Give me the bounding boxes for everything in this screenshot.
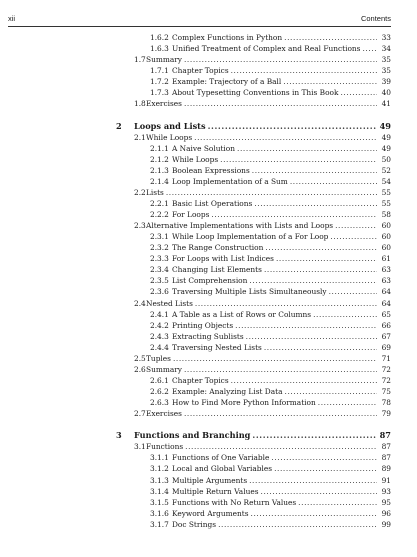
dot-leader — [231, 65, 377, 76]
dot-leader — [251, 508, 377, 519]
entry-title: Unified Treatment of Complex and Real Functions — [172, 44, 361, 54]
entry-number: 1.7.2 — [150, 77, 169, 87]
entry-title: Chapter Topics — [172, 66, 229, 76]
toc-entry[interactable] — [0, 309, 417, 320]
toc-entry[interactable] — [0, 165, 417, 176]
entry-title: A Table as a List of Rows or Columns — [172, 309, 312, 319]
entry-title: Keyword Arguments — [172, 508, 249, 518]
dot-leader — [330, 231, 377, 242]
entry-number: 2.1.4 — [150, 176, 169, 186]
entry-number: 1.8 — [134, 99, 146, 109]
dot-leader — [254, 198, 377, 209]
page-number: xii — [8, 14, 16, 23]
toc-entry[interactable] — [0, 331, 417, 342]
entry-number: 2.1.1 — [150, 143, 169, 153]
table-of-contents — [0, 32, 417, 530]
entry-page: 95 — [381, 497, 391, 507]
dot-leader — [335, 220, 377, 231]
toc-entry[interactable] — [0, 452, 417, 463]
entry-page: 87 — [379, 430, 391, 441]
entry-title: While Loops — [172, 154, 219, 164]
entry-title: List Comprehension — [172, 276, 248, 286]
toc-entry[interactable] — [0, 154, 417, 165]
entry-number: 1.7 — [134, 55, 146, 65]
entry-page: 87 — [381, 453, 391, 463]
entry-number: 2.1.2 — [150, 154, 169, 164]
dot-leader — [173, 353, 377, 364]
toc-entry[interactable] — [0, 98, 417, 109]
toc-entry[interactable] — [0, 320, 417, 331]
entry-number: 3.1.4 — [150, 486, 169, 496]
dot-leader — [184, 364, 377, 375]
entry-title: Extracting Sublists — [172, 331, 244, 341]
entry-number: 2.3.3 — [150, 254, 169, 264]
entry-title: Example: Analyzing List Data — [172, 387, 283, 396]
dot-leader — [261, 486, 377, 497]
entry-title: Functions with No Return Values — [172, 497, 297, 507]
entry-title: While Loop Implementation of a For Loop — [172, 232, 329, 242]
entry-number: 3.1.6 — [150, 508, 169, 518]
entry-page: 89 — [381, 464, 391, 474]
entry-page: 72 — [381, 364, 391, 374]
dot-leader — [264, 264, 377, 275]
dot-leader — [252, 430, 377, 441]
dot-leader — [184, 408, 377, 419]
entry-title: Functions — [146, 442, 184, 452]
toc-entry[interactable] — [0, 32, 417, 43]
entry-page: 91 — [381, 475, 391, 485]
dot-leader — [313, 309, 377, 320]
entry-title: Exercises — [146, 409, 182, 419]
dot-leader — [274, 463, 377, 474]
entry-page: 93 — [381, 486, 391, 496]
entry-title: Traversing Nested Lists — [172, 342, 262, 352]
toc-entry[interactable] — [0, 519, 417, 530]
entry-title: Summary — [146, 364, 182, 374]
toc-entry[interactable] — [0, 275, 417, 286]
dot-leader — [249, 475, 377, 486]
entry-number: 2.6.2 — [150, 387, 169, 396]
entry-title: Functions and Branching — [134, 430, 251, 441]
entry-page: 60 — [381, 243, 391, 253]
entry-page: 64 — [381, 287, 391, 297]
entry-page: 58 — [381, 210, 391, 219]
entry-number: 2.3.5 — [150, 276, 169, 286]
toc-entry[interactable] — [0, 475, 417, 486]
entry-number: 2.3 — [134, 221, 146, 231]
entry-title: Alternative Implementations with Lists and Loops — [146, 221, 334, 231]
entry-page: 34 — [381, 44, 391, 54]
entry-page: 63 — [381, 265, 391, 275]
toc-entry[interactable] — [0, 353, 417, 364]
entry-number: 1.7.3 — [150, 88, 169, 98]
toc-entry[interactable] — [0, 132, 417, 143]
entry-page: 60 — [381, 221, 391, 231]
toc-entry[interactable] — [0, 342, 417, 353]
entry-page: 49 — [381, 143, 391, 153]
toc-entry[interactable] — [0, 386, 417, 397]
entry-number: 2.6.3 — [150, 398, 169, 408]
entry-page: 33 — [381, 33, 391, 42]
entry-title: Changing List Elements — [172, 265, 262, 275]
entry-title: While Loops — [146, 132, 193, 142]
entry-title: Complex Functions in Python — [172, 33, 283, 42]
entry-title: Tuples — [146, 353, 171, 363]
dot-leader — [246, 331, 377, 342]
dot-leader — [185, 441, 377, 452]
entry-title: Exercises — [146, 99, 182, 109]
section-gap — [0, 109, 417, 120]
entry-number: 2.3.4 — [150, 265, 169, 275]
entry-title: Functions of One Variable — [172, 453, 270, 463]
dot-leader — [252, 165, 377, 176]
entry-number: 3.1 — [134, 442, 146, 452]
toc-chapter-entry[interactable] — [0, 430, 417, 441]
entry-page: 96 — [381, 508, 391, 518]
dot-leader — [211, 209, 377, 220]
entry-title: Multiple Arguments — [172, 475, 248, 485]
entry-page: 99 — [381, 519, 391, 529]
entry-title: About Typesetting Conventions in This Book — [172, 88, 339, 98]
toc-entry[interactable] — [0, 198, 417, 209]
entry-number: 3.1.3 — [150, 475, 169, 485]
entry-title: Lists — [146, 187, 164, 197]
entry-page: 39 — [381, 77, 391, 87]
entry-number: 2.2.2 — [150, 210, 169, 219]
dot-leader — [284, 32, 377, 43]
dot-leader — [208, 121, 377, 132]
toc-entry[interactable] — [0, 176, 417, 187]
dot-leader — [265, 242, 377, 253]
dot-leader — [195, 298, 377, 309]
dot-leader — [276, 253, 377, 264]
entry-number: 2.3.2 — [150, 243, 169, 253]
dot-leader — [283, 76, 377, 87]
entry-number: 2.4.4 — [150, 342, 169, 352]
entry-number: 2.4.2 — [150, 320, 169, 330]
entry-page: 67 — [381, 331, 391, 341]
dot-leader — [231, 375, 377, 386]
dot-leader — [218, 519, 377, 530]
entry-number: 2.4 — [134, 298, 146, 308]
header-rule — [8, 26, 391, 27]
entry-number: 2.7 — [134, 409, 146, 419]
entry-page: 49 — [379, 120, 391, 131]
entry-page: 49 — [381, 132, 391, 142]
toc-entry[interactable] — [0, 397, 417, 408]
entry-title: For Loops — [172, 210, 210, 219]
toc-entry[interactable] — [0, 54, 417, 65]
entry-page: 55 — [381, 198, 391, 208]
entry-title: Basic List Operations — [172, 198, 253, 208]
entry-number: 2.3.1 — [150, 232, 169, 242]
entry-number: 2.1 — [134, 132, 146, 142]
entry-title: Doc Strings — [172, 519, 217, 529]
entry-title: Example: Trajectory of a Ball — [172, 77, 282, 87]
toc-entry[interactable] — [0, 242, 417, 253]
entry-page: 64 — [381, 298, 391, 308]
toc-entry[interactable] — [0, 209, 417, 220]
toc-entry[interactable] — [0, 143, 417, 154]
entry-title: Printing Objects — [172, 320, 234, 330]
entry-number: 1.6.2 — [150, 33, 169, 42]
entry-title: A Naive Solution — [172, 143, 236, 153]
entry-page: 50 — [381, 154, 391, 164]
entry-number: 2.4.3 — [150, 331, 169, 341]
dot-leader — [340, 87, 377, 98]
entry-page: 79 — [381, 409, 391, 419]
entry-title: Loops and Lists — [134, 120, 206, 131]
entry-page: 87 — [381, 442, 391, 452]
entry-number: 1.7.1 — [150, 66, 169, 76]
dot-leader — [318, 397, 377, 408]
toc-entry[interactable] — [0, 508, 417, 519]
toc-chapter-entry[interactable] — [0, 121, 417, 132]
dot-leader — [166, 187, 377, 198]
entry-page: 75 — [381, 387, 391, 396]
entry-page: 63 — [381, 276, 391, 286]
dot-leader — [264, 342, 377, 353]
entry-page: 55 — [381, 187, 391, 197]
toc-entry[interactable] — [0, 364, 417, 375]
toc-entry[interactable] — [0, 76, 417, 87]
dot-leader — [290, 176, 377, 187]
entry-page: 78 — [381, 398, 391, 408]
entry-page: 66 — [381, 320, 391, 330]
dot-leader — [194, 132, 377, 143]
entry-number: 2.2 — [134, 187, 146, 197]
entry-number: 2.6 — [134, 364, 146, 374]
toc-entry[interactable] — [0, 65, 417, 76]
entry-page: 35 — [381, 66, 391, 76]
entry-title: Boolean Expressions — [172, 165, 250, 175]
entry-page: 69 — [381, 342, 391, 352]
entry-title: Traversing Multiple Lists Simultaneously — [172, 287, 327, 297]
toc-entry[interactable] — [0, 220, 417, 231]
toc-entry[interactable] — [0, 187, 417, 198]
toc-entry[interactable] — [0, 375, 417, 386]
dot-leader — [271, 452, 377, 463]
entry-title: Loop Implementation of a Sum — [172, 176, 288, 186]
section-gap — [0, 419, 417, 430]
entry-number: 3.1.7 — [150, 519, 169, 529]
dot-leader — [235, 320, 377, 331]
running-title: Contents — [360, 14, 391, 23]
entry-title: Local and Global Variables — [172, 464, 273, 474]
entry-number: 2.4.1 — [150, 309, 169, 319]
toc-entry[interactable] — [0, 497, 417, 508]
entry-page: 40 — [381, 88, 391, 98]
toc-entry[interactable] — [0, 441, 417, 452]
entry-number: 2.1.3 — [150, 165, 169, 175]
entry-number: 2.3.6 — [150, 287, 169, 297]
entry-title: Summary — [146, 55, 182, 65]
toc-entry[interactable] — [0, 253, 417, 264]
dot-leader — [362, 43, 377, 54]
toc-entry[interactable] — [0, 87, 417, 98]
toc-entry[interactable] — [0, 463, 417, 474]
entry-page: 72 — [381, 375, 391, 385]
dot-leader — [237, 143, 377, 154]
entry-page: 61 — [381, 254, 391, 264]
toc-entry[interactable] — [0, 43, 417, 54]
toc-entry[interactable] — [0, 264, 417, 275]
entry-page: 54 — [381, 176, 391, 186]
entry-number: 1.6.3 — [150, 44, 169, 54]
entry-page: 71 — [381, 353, 391, 363]
entry-page: 41 — [381, 99, 391, 109]
entry-page: 52 — [381, 165, 391, 175]
entry-number: 3 — [116, 430, 122, 441]
toc-entry[interactable] — [0, 486, 417, 497]
entry-title: Chapter Topics — [172, 375, 229, 385]
entry-title: Multiple Return Values — [172, 486, 259, 496]
dot-leader — [329, 286, 377, 297]
entry-title: For Loops with List Indices — [172, 254, 274, 264]
entry-number: 2.5 — [134, 353, 146, 363]
entry-number: 2.2.1 — [150, 198, 169, 208]
entry-title: Nested Lists — [146, 298, 193, 308]
toc-entry[interactable] — [0, 408, 417, 419]
entry-page: 60 — [381, 232, 391, 242]
dot-leader — [285, 386, 377, 397]
dot-leader — [249, 275, 377, 286]
toc-entry[interactable] — [0, 298, 417, 309]
entry-number: 2.6.1 — [150, 375, 169, 385]
entry-number: 3.1.5 — [150, 497, 169, 507]
toc-entry[interactable] — [0, 231, 417, 242]
dot-leader — [220, 154, 377, 165]
dot-leader — [184, 98, 377, 109]
dot-leader — [184, 54, 377, 65]
entry-number: 3.1.1 — [150, 453, 169, 463]
entry-title: The Range Construction — [172, 243, 264, 253]
entry-number: 3.1.2 — [150, 464, 169, 474]
entry-title: How to Find More Python Information — [172, 398, 316, 408]
dot-leader — [298, 497, 377, 508]
entry-number: 2 — [116, 120, 122, 131]
page-header — [8, 14, 391, 26]
entry-page: 65 — [381, 309, 391, 319]
entry-page: 35 — [381, 55, 391, 65]
toc-entry[interactable] — [0, 286, 417, 297]
